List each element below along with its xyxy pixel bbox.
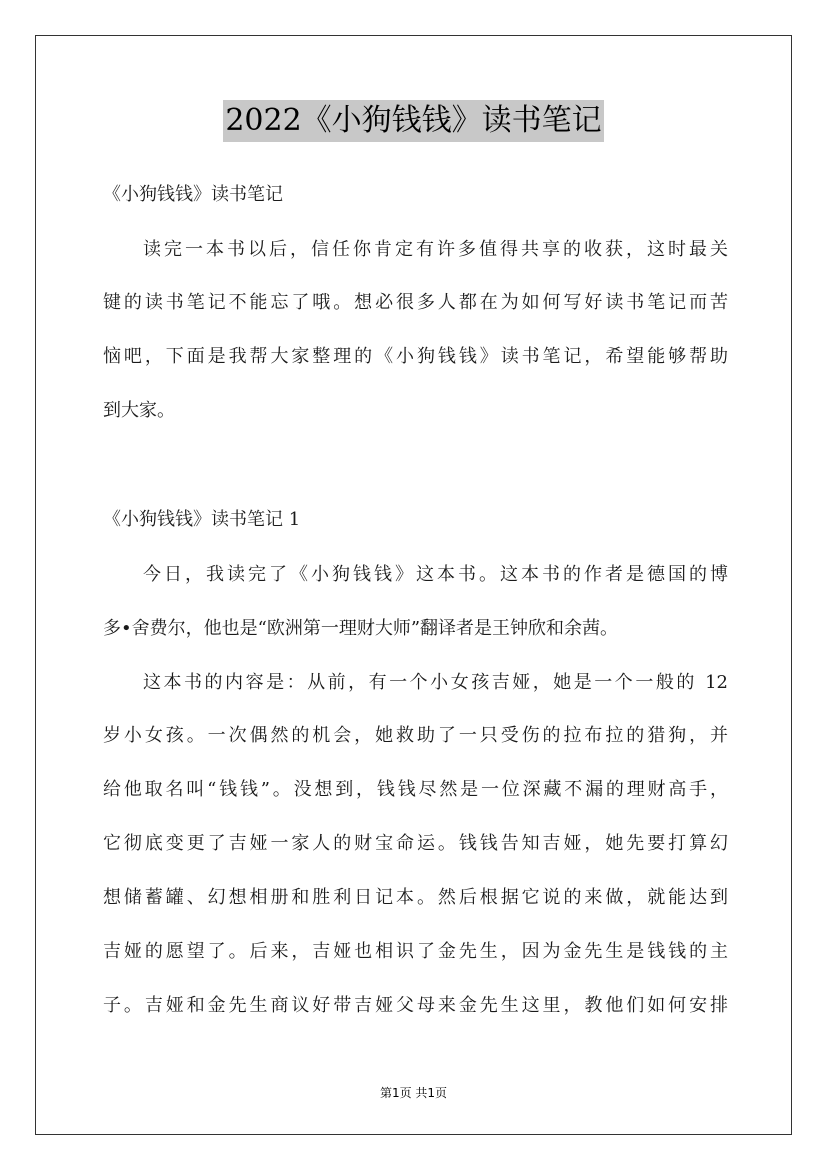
paragraph-line: 今日，我读完了《小狗钱钱》这本书。这本书的作者是德国的博 <box>143 564 728 585</box>
paragraph-line: 岁小女孩。一次偶然的机会，她救助了一只受伤的拉布拉的猎狗，并 <box>103 725 728 746</box>
page-footer: 第1页 共1页 <box>379 1086 448 1100</box>
paragraph-line: 吉娅的愿望了。后来，吉娅也相识了金先生，因为金先生是钱钱的主 <box>103 941 728 962</box>
paragraph-line: 给他取名叫“钱钱”。没想到，钱钱尽然是一位深藏不漏的理财高手， <box>103 779 728 800</box>
paragraph-line: 子。吉娅和金先生商议好带吉娅父母来金先生这里，教他们如何安排 <box>103 995 728 1016</box>
intro-heading: 《小狗钱钱》读书笔记 <box>103 184 283 205</box>
paragraph-line: 多•舍费尔，他也是“欧洲第一理财大师”翻译者是王钟欣和余茜。 <box>103 618 619 639</box>
section-heading: 《小狗钱钱》读书笔记 1 <box>103 509 301 530</box>
document-title: 2022《小狗钱钱》读书笔记 <box>223 100 603 142</box>
title-container <box>0 100 827 142</box>
paragraph-line: 这本书的内容是：从前，有一个小女孩吉娅，她是一个一般的 12 <box>143 672 728 693</box>
intro-line: 到大家。 <box>103 400 175 421</box>
intro-line: 恼吧，下面是我帮大家整理的《小狗钱钱》读书笔记，希望能够帮助 <box>103 346 728 367</box>
intro-line: 键的读书笔记不能忘了哦。想必很多人都在为如何写好读书笔记而苦 <box>103 292 728 313</box>
paragraph-line: 想储蓄罐、幻想相册和胜利日记本。然后根据它说的来做，就能达到 <box>103 887 728 908</box>
paragraph-line: 它彻底变更了吉娅一家人的财宝命运。钱钱告知吉娅，她先要打算幻 <box>103 833 728 854</box>
intro-line: 读完一本书以后，信任你肯定有许多值得共享的收获，这时最关 <box>143 239 728 260</box>
